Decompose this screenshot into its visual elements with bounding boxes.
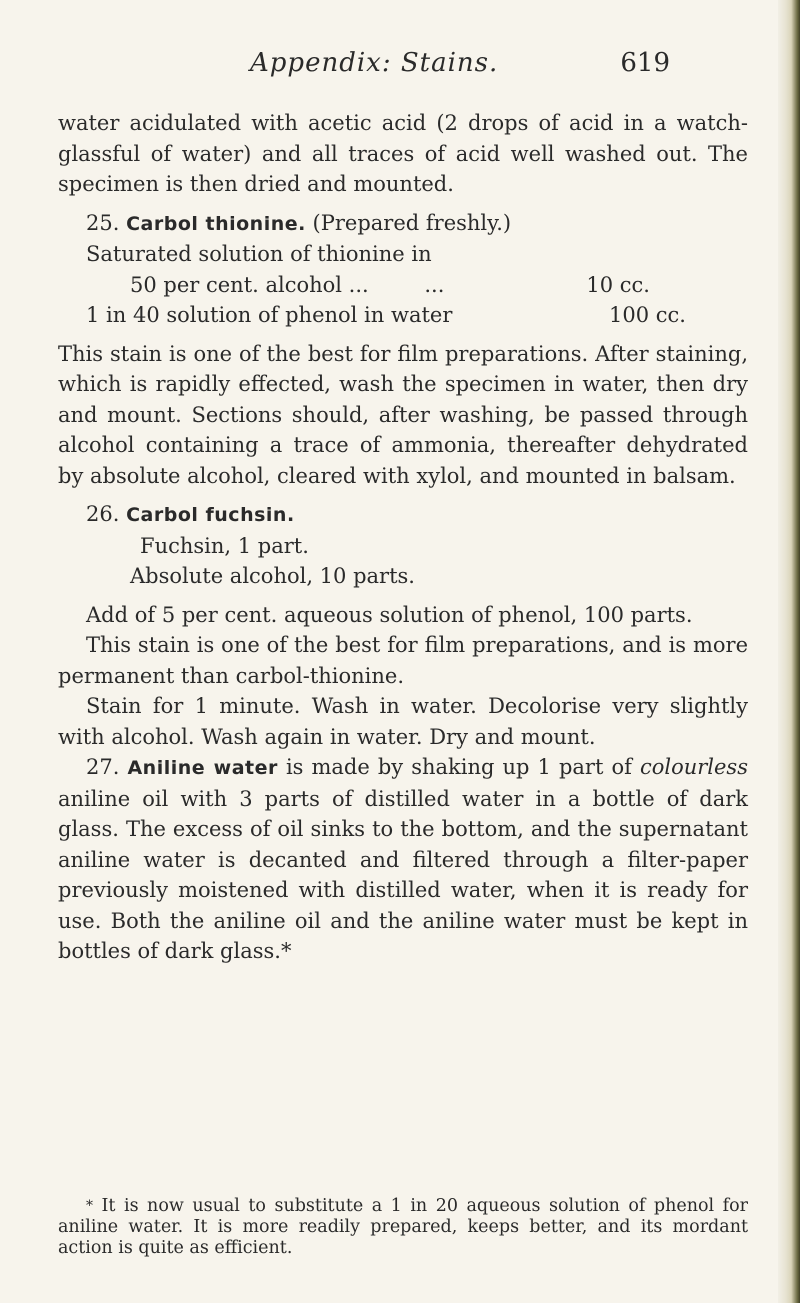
section-25-formula-intro: Saturated solution of thionine in: [86, 242, 432, 266]
section-27-name: Aniline water: [127, 757, 278, 779]
page-number: 619: [620, 48, 670, 78]
section-25-heading: [58, 208, 748, 240]
section-26-line-1: Fuchsin, 1 part.: [140, 533, 309, 558]
section-26-body-2: Stain for 1 minute. Wash in water. Decolorise very slightly with alcohol. Wash again in water. Dry and mount.: [58, 694, 748, 749]
footnote-mark: *: [86, 1198, 93, 1214]
body-text: [58, 108, 748, 967]
formula-row-1-amount: 10 cc.: [586, 272, 650, 297]
section-26-body-1: This stain is one of the best for film preparations, and is more permanent than carbol-thionine.: [58, 633, 748, 688]
section-25-number: 25.: [86, 210, 120, 235]
formula-row-1-dots: ...: [424, 272, 445, 297]
section-27-number: 27.: [86, 755, 120, 779]
section-27-text-b: aniline oil with 3 parts of distilled water in a bottle of dark glass. The excess of oil sinks to the bottom, and the supernatant aniline water is decanted and filtered through a filter-paper previously moistened with distilled water, when it is ready for use. Both the aniline oil and the aniline water must be kept in bottles of dark glass.*: [58, 786, 748, 963]
running-head: [250, 48, 670, 88]
section-27-italic: colourless: [639, 755, 748, 779]
formula-row-1: [58, 270, 650, 301]
formula-row-1-label: 50 per cent. alcohol ...: [130, 272, 369, 297]
page-edge: [778, 0, 800, 1303]
footnote: [58, 1196, 748, 1259]
running-head-title: Appendix: Stains.: [250, 48, 499, 78]
footnote-paragraph: [58, 1196, 748, 1259]
section-26-line-2: Absolute alcohol, 10 parts.: [130, 564, 415, 588]
section-26-add: Add of 5 per cent. aqueous solution of phenol, 100 parts.: [86, 602, 693, 627]
section-25-name: Carbol thionine.: [126, 212, 306, 235]
section-25-body: This stain is one of the best for film preparations. After staining, which is rapidly effected, wash the specimen in water, then dry and mount. Sections should, after washing, be passed through alcohol containing a trace of ammonia, thereafter dehydrated by absolute alcohol, cleared with xylol, and mounted in balsam.: [58, 341, 748, 488]
footnote-text: It is now usual to substitute a 1 in 20 aqueous solution of phenol for aniline water. It is more readily prepared, keeps better, and its mordant action is quite as efficient.: [58, 1196, 748, 1258]
section-26-heading: [58, 499, 748, 531]
section-27-paragraph: [58, 752, 748, 967]
section-26-number: 26.: [86, 502, 120, 526]
section-27-text-a: is made by shaking up 1 part of: [285, 755, 632, 779]
formula-row-2-label: 1 in 40 solution of phenol in water: [86, 303, 453, 327]
formula-row-2: [58, 300, 686, 331]
section-26-name: Carbol fuchsin.: [126, 504, 295, 526]
section-25-note: (Prepared freshly.): [312, 210, 512, 235]
intro-paragraph: water acidulated with acetic acid (2 drops of acid in a watch-glassful of water) and all traces of acid well washed out. The specimen is then dried and mounted.: [58, 111, 748, 196]
formula-row-2-amount: 100 cc.: [609, 303, 686, 327]
